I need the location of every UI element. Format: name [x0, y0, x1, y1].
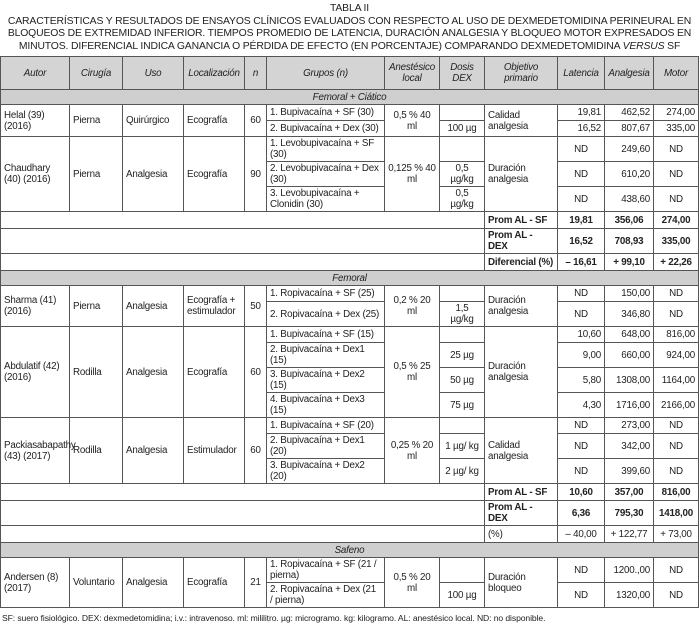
table-row — [1, 418, 699, 434]
table-caption-versus: VERSUS — [622, 40, 665, 52]
cell-cirugia: Voluntario — [70, 558, 123, 608]
cell-latencia: 4,30 — [558, 393, 605, 418]
cell-dosis: 25 µg — [440, 343, 485, 368]
cell-n: 60 — [245, 418, 267, 484]
cell-objetivo: Calidad analgesia — [485, 105, 558, 137]
summary-label: Prom AL - SF — [485, 212, 558, 229]
summary-motor: 1418,00 — [654, 501, 699, 526]
cell-motor: 274,00 — [654, 105, 699, 121]
summary-motor: 335,00 — [654, 229, 699, 254]
cell-cirugia: Pierna — [70, 286, 123, 327]
header-latencia: Latencia — [558, 57, 605, 90]
header-localizacion: Localización — [184, 57, 245, 90]
summary-row — [1, 501, 699, 526]
cell-dosis: 0,5 µg/kg — [440, 162, 485, 187]
section-row — [1, 543, 699, 558]
summary-spacer — [1, 526, 485, 543]
cell-objetivo: Duración analgesia — [485, 137, 558, 212]
cell-uso: Analgesia — [123, 286, 184, 327]
section-row — [1, 271, 699, 286]
header-objetivo-primario: Objetivo primario — [485, 57, 558, 90]
summary-row — [1, 254, 699, 271]
header-cirugia: Cirugía — [70, 57, 123, 90]
cell-analgesia: 462,52 — [605, 105, 654, 121]
table-caption-tail: SF — [664, 40, 681, 52]
summary-latencia: – 40,00 — [558, 526, 605, 543]
cell-motor: 335,00 — [654, 121, 699, 137]
summary-spacer — [1, 229, 485, 254]
section-title: Femoral + Ciático — [1, 90, 699, 105]
header-motor: Motor — [654, 57, 699, 90]
cell-localizacion: Estimulador — [184, 418, 245, 484]
summary-latencia: 10,60 — [558, 484, 605, 501]
cell-n: 21 — [245, 558, 267, 608]
summary-analgesia: + 99,10 — [605, 254, 654, 271]
cell-latencia: 16,52 — [558, 121, 605, 137]
header-dosis-dex: Dosis DEX — [440, 57, 485, 90]
section-title: Femoral — [1, 271, 699, 286]
table-row — [1, 327, 699, 343]
header-analgesia: Analgesia — [605, 57, 654, 90]
cell-motor: ND — [654, 558, 699, 583]
summary-row — [1, 212, 699, 229]
table-caption — [0, 0, 699, 53]
cell-uso: Analgesia — [123, 137, 184, 212]
cell-latencia: ND — [558, 162, 605, 187]
table-label: TABLA II — [329, 3, 370, 14]
cell-anestesico: 0,5 % 20 ml — [385, 558, 440, 608]
cell-n: 60 — [245, 327, 267, 418]
cell-analgesia: 1308,00 — [605, 368, 654, 393]
summary-analgesia: 795,30 — [605, 501, 654, 526]
cell-analgesia: 1200.,00 — [605, 558, 654, 583]
cell-dosis — [440, 418, 485, 434]
summary-row — [1, 526, 699, 543]
cell-analgesia: 648,00 — [605, 327, 654, 343]
table-body — [1, 90, 699, 608]
cell-analgesia: 1320,00 — [605, 583, 654, 608]
cell-uso: Analgesia — [123, 558, 184, 608]
cell-dosis: 100 µg — [440, 121, 485, 137]
summary-latencia: 16,52 — [558, 229, 605, 254]
cell-motor: ND — [654, 286, 699, 302]
section-row — [1, 90, 699, 105]
cell-dosis: 75 µg — [440, 393, 485, 418]
cell-localizacion: Ecografía — [184, 137, 245, 212]
summary-latencia: – 16,61 — [558, 254, 605, 271]
cell-dosis — [440, 558, 485, 583]
cell-grupo: 3. Bupivacaína + Dex2 (20) — [267, 459, 385, 484]
cell-motor: ND — [654, 418, 699, 434]
section-title: Safeno — [1, 543, 699, 558]
summary-analgesia: 708,93 — [605, 229, 654, 254]
cell-motor: ND — [654, 434, 699, 459]
cell-latencia: ND — [558, 459, 605, 484]
cell-latencia: ND — [558, 434, 605, 459]
cell-dosis: 1 µg/ kg — [440, 434, 485, 459]
cell-anestesico: 0,5 % 40 ml — [385, 105, 440, 137]
cell-anestesico: 0,25 % 20 ml — [385, 418, 440, 484]
summary-motor: 816,00 — [654, 484, 699, 501]
cell-grupo: 3. Bupivacaína + Dex2 (15) — [267, 368, 385, 393]
cell-n: 90 — [245, 137, 267, 212]
cell-analgesia: 438,60 — [605, 187, 654, 212]
cell-grupo: 1. Ropivacaína + SF (21 / pierna) — [267, 558, 385, 583]
cell-grupo: 2. Bupivacaína + Dex (30) — [267, 121, 385, 137]
summary-motor: + 22,26 — [654, 254, 699, 271]
cell-latencia: ND — [558, 187, 605, 212]
cell-cirugia: Pierna — [70, 105, 123, 137]
cell-grupo: 4. Bupivacaína + Dex3 (15) — [267, 393, 385, 418]
summary-label: Prom AL - SF — [485, 484, 558, 501]
cell-motor: ND — [654, 137, 699, 162]
cell-motor: ND — [654, 302, 699, 327]
cell-objetivo: Duración bloqueo — [485, 558, 558, 608]
table-row — [1, 105, 699, 121]
header-row — [1, 57, 699, 90]
summary-latencia: 19,81 — [558, 212, 605, 229]
cell-cirugia: Rodilla — [70, 327, 123, 418]
summary-spacer — [1, 484, 485, 501]
cell-grupo: 2. Bupivacaína + Dex1 (20) — [267, 434, 385, 459]
summary-motor: 274,00 — [654, 212, 699, 229]
cell-cirugia: Rodilla — [70, 418, 123, 484]
cell-autor: Helal (39) (2016) — [1, 105, 70, 137]
cell-objetivo: Duración analgesia — [485, 327, 558, 418]
cell-motor: ND — [654, 187, 699, 212]
cell-analgesia: 399,60 — [605, 459, 654, 484]
cell-localizacion: Ecografía — [184, 327, 245, 418]
cell-latencia: 19,81 — [558, 105, 605, 121]
summary-label: Prom AL - DEX — [485, 501, 558, 526]
cell-analgesia: 249,60 — [605, 137, 654, 162]
cell-latencia: ND — [558, 286, 605, 302]
cell-autor: Abdulatif (42) (2016) — [1, 327, 70, 418]
cell-autor: Packiasabapathy (43) (2017) — [1, 418, 70, 484]
cell-dosis — [440, 327, 485, 343]
summary-row — [1, 229, 699, 254]
table-row — [1, 137, 699, 162]
cell-uso: Quirúrgico — [123, 105, 184, 137]
cell-autor: Andersen (8) (2017) — [1, 558, 70, 608]
cell-localizacion: Ecografía — [184, 105, 245, 137]
cell-grupo: 1. Bupivacaína + SF (15) — [267, 327, 385, 343]
cell-grupo: 1. Bupivacaína + SF (30) — [267, 105, 385, 121]
header-autor: Autor — [1, 57, 70, 90]
cell-analgesia: 660,00 — [605, 343, 654, 368]
cell-analgesia: 346,80 — [605, 302, 654, 327]
cell-anestesico: 0,5 % 25 ml — [385, 327, 440, 418]
cell-objetivo: Calidad analgesia — [485, 418, 558, 484]
cell-motor: 1164,00 — [654, 368, 699, 393]
cell-autor: Chaudhary (40) (2016) — [1, 137, 70, 212]
summary-spacer — [1, 254, 485, 271]
cell-analgesia: 273,00 — [605, 418, 654, 434]
table-row — [1, 558, 699, 583]
cell-grupo: 3. Levobupivacaína + Clonidin (30) — [267, 187, 385, 212]
cell-motor: 924,00 — [654, 343, 699, 368]
cell-dosis: 0,5 µg/kg — [440, 187, 485, 212]
cell-latencia: 9,00 — [558, 343, 605, 368]
cell-grupo: 2. Ropivacaína + Dex (25) — [267, 302, 385, 327]
header-n: n — [245, 57, 267, 90]
summary-label: Prom AL - DEX — [485, 229, 558, 254]
cell-analgesia: 807,67 — [605, 121, 654, 137]
cell-anestesico: 0,125 % 40 ml — [385, 137, 440, 212]
cell-n: 60 — [245, 105, 267, 137]
cell-uso: Analgesia — [123, 327, 184, 418]
summary-analgesia: 357,00 — [605, 484, 654, 501]
cell-latencia: ND — [558, 418, 605, 434]
cell-motor: ND — [654, 583, 699, 608]
cell-latencia: 5,80 — [558, 368, 605, 393]
cell-dosis: 2 µg/ kg — [440, 459, 485, 484]
summary-spacer — [1, 501, 485, 526]
cell-grupo: 1. Levobupivacaína + SF (30) — [267, 137, 385, 162]
cell-grupo: 1. Ropivacaína + SF (25) — [267, 286, 385, 302]
cell-dosis — [440, 137, 485, 162]
cell-latencia: ND — [558, 558, 605, 583]
summary-latencia: 6,36 — [558, 501, 605, 526]
cell-motor: 2166,00 — [654, 393, 699, 418]
cell-localizacion: Ecografía + estimulador — [184, 286, 245, 327]
summary-label: Diferencial (%) — [485, 254, 558, 271]
cell-analgesia: 610,20 — [605, 162, 654, 187]
cell-latencia: ND — [558, 137, 605, 162]
cell-objetivo: Duración analgesia — [485, 286, 558, 327]
header-uso: Uso — [123, 57, 184, 90]
cell-analgesia: 1716,00 — [605, 393, 654, 418]
cell-motor: ND — [654, 459, 699, 484]
summary-row — [1, 484, 699, 501]
cell-motor: 816,00 — [654, 327, 699, 343]
summary-analgesia: 356,06 — [605, 212, 654, 229]
cell-dosis: 1,5 µg/kg — [440, 302, 485, 327]
cell-analgesia: 342,00 — [605, 434, 654, 459]
cell-motor: ND — [654, 162, 699, 187]
table-caption-text: CARACTERÍSTICAS Y RESULTADOS DE ENSAYOS CLÍNICOS EVALUADOS CON RESPECTO AL USO DE DEXMEDETOMIDINA PERINEURAL EN BLOQUEOS DE EXTREMIDAD INFERIOR. TIEMPOS PROMEDIO DE LATENCIA, DURACIÓN ANALGESIA Y BLOQUEO MOTOR EXPRESADOS EN MINUTOS. DIFERENCIAL INDICA GANANCIA O PÉRDIDA DE EFECTO (EN PORCENTAJE) COMPARANDO DEXMEDETOMIDINA — [7, 15, 692, 52]
table-row — [1, 286, 699, 302]
cell-grupo: 1. Bupivacaína + SF (20) — [267, 418, 385, 434]
header-anestesico-local: Anestésico local — [385, 57, 440, 90]
cell-grupo: 2. Ropivacaína + Dex (21 / pierna) — [267, 583, 385, 608]
cell-dosis — [440, 286, 485, 302]
cell-localizacion: Ecografía — [184, 558, 245, 608]
cell-analgesia: 150,00 — [605, 286, 654, 302]
cell-anestesico: 0,2 % 20 ml — [385, 286, 440, 327]
summary-spacer — [1, 212, 485, 229]
cell-dosis: 100 µg — [440, 583, 485, 608]
summary-label: (%) — [485, 526, 558, 543]
cell-autor: Sharma (41) (2016) — [1, 286, 70, 327]
summary-analgesia: + 122,77 — [605, 526, 654, 543]
cell-latencia: ND — [558, 583, 605, 608]
cell-dosis: 50 µg — [440, 368, 485, 393]
cell-cirugia: Pierna — [70, 137, 123, 212]
cell-dosis — [440, 105, 485, 121]
summary-motor: + 73,00 — [654, 526, 699, 543]
cell-grupo: 2. Bupivacaína + Dex1 (15) — [267, 343, 385, 368]
cell-latencia: 10,60 — [558, 327, 605, 343]
cell-grupo: 2. Levobupivacaína + Dex (30) — [267, 162, 385, 187]
header-grupos: Grupos (n) — [267, 57, 385, 90]
cell-latencia: ND — [558, 302, 605, 327]
cell-uso: Analgesia — [123, 418, 184, 484]
cell-n: 50 — [245, 286, 267, 327]
results-table — [0, 56, 699, 608]
footnote: SF: suero fisiológico. DEX: dexmedetomidina; i.v.: intravenoso. ml: mililitro. µg: microgramo. kg: kilogramo. AL: anestésico local. ND: no disponible. — [2, 613, 546, 623]
